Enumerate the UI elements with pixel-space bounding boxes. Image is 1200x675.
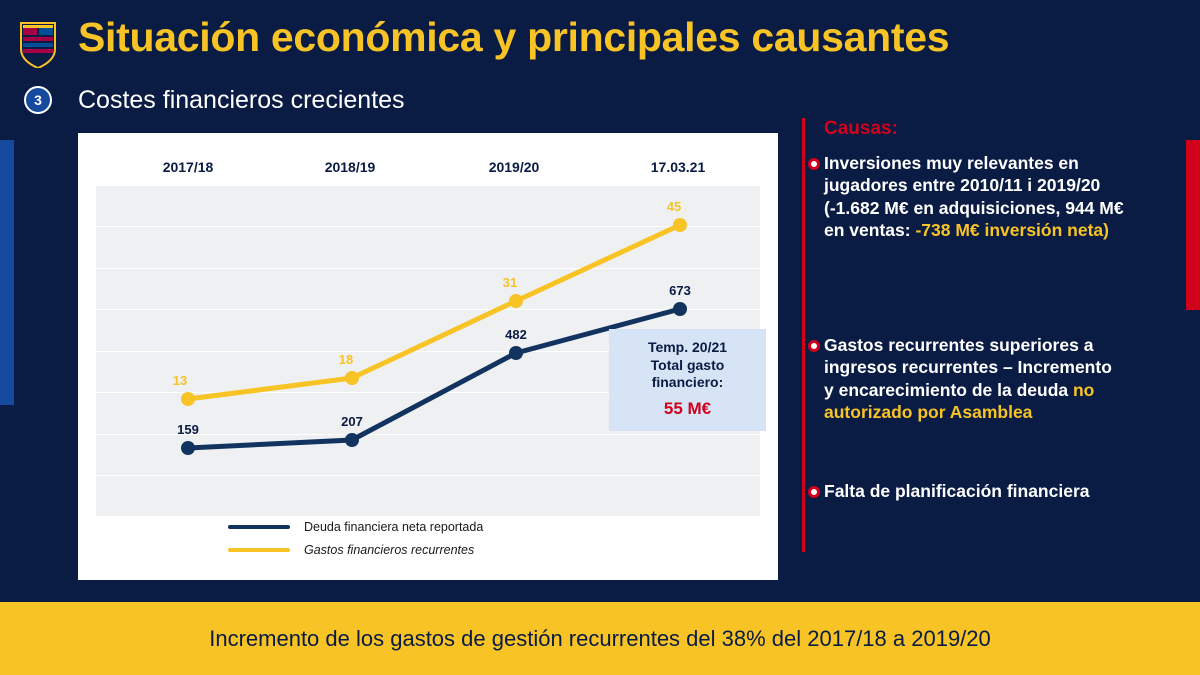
bullet-highlight: no autorizado por Asamblea [824,379,1095,423]
legend-label: Deuda financiera neta reportada [304,520,484,534]
bullet-dot-icon [808,486,820,498]
causas-title: Causas: [824,118,898,139]
data-label: 18 [338,352,354,367]
category-label: 2019/20 [488,159,540,175]
causas-bullet-2 [824,334,1124,424]
callout-box [609,329,766,431]
chart-panel [78,133,778,580]
decorative-bar-right [1186,140,1200,310]
bullet-text: Gastos recurrentes superiores a ingresos recurrentes – Incremento y encarecimiento de la deuda [824,335,1112,400]
callout-line-3: financiero: [651,374,724,390]
causas-vertical-rule [802,118,805,552]
chart-category-headers [78,159,778,179]
bullet-dot-icon [808,158,820,170]
bullet-highlight: -738 M€ inversión neta) [915,220,1109,241]
page-subtitle: Costes financieros crecientes [78,86,405,114]
bullet-text: Falta de planificación financiera [824,481,1090,501]
bullet-dot-icon [808,340,820,352]
chart-inner [78,133,778,580]
callout-line-2: Total gasto [650,356,725,373]
category-label: 2018/19 [324,159,376,175]
legend-label: Gastos financieros recurrentes [304,543,475,557]
data-label: 482 [505,327,527,342]
callout-line-1: Temp. 20/21 [647,339,728,355]
footer-text: Incremento de los gastos de gestión recurrentes del 38% del 2017/18 a 2019/20 [209,625,991,651]
data-label: 45 [666,199,682,214]
chart-legend [228,520,483,566]
data-label: 673 [669,283,691,298]
fc-barcelona-crest-icon [18,20,58,68]
footer-banner [0,602,1200,675]
legend-item-gastos [228,543,483,557]
legend-swatch-icon [228,525,290,529]
data-label: 13 [172,373,188,388]
bullet-text: Inversiones muy relevantes en jugadores entre 2010/11 i 2019/20 (-1.682 M€ en adquisiciones, 944 M€ en ventas: [824,153,1124,241]
causas-bullet-1 [824,152,1124,242]
data-label: 207 [341,414,363,429]
data-label: 159 [177,422,199,437]
legend-item-deuda [228,520,483,534]
category-label: 17.03.21 [650,159,706,175]
callout-value: 55 M€ [663,398,712,418]
category-label: 2017/18 [162,159,214,175]
step-badge: 3 [24,86,52,114]
causas-bullet-3 [824,480,1124,502]
data-label: 31 [502,275,518,290]
legend-swatch-icon [228,548,290,552]
decorative-bar-left [0,140,14,405]
page-title: Situación económica y principales causantes [78,14,950,60]
